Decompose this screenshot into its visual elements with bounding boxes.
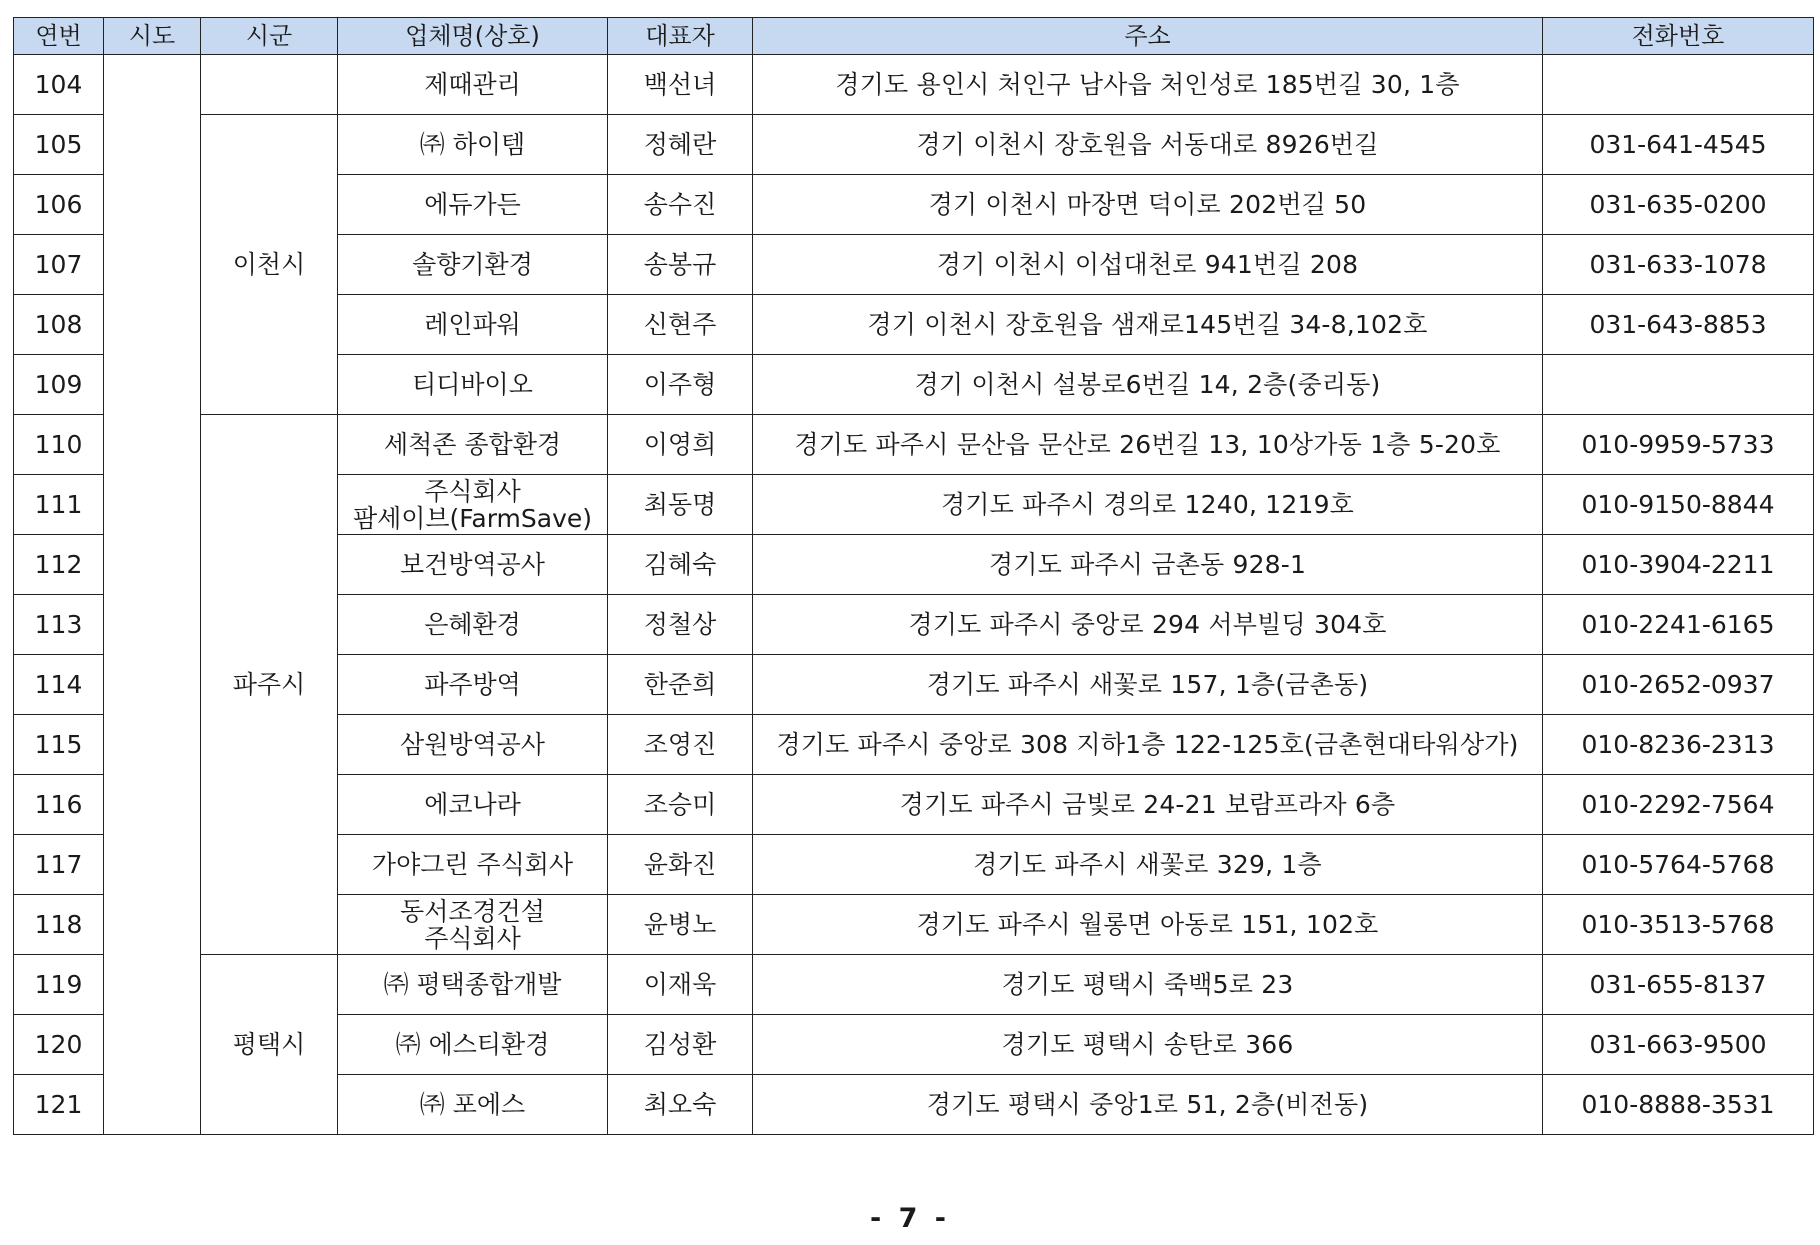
company-name-line: ㈜ 에스티환경 xyxy=(395,1030,550,1059)
representative-cell: 정혜란 xyxy=(608,115,753,175)
representative-cell: 조영진 xyxy=(608,715,753,775)
header-serial-number: 연번 xyxy=(14,18,104,55)
company-name-cell xyxy=(338,355,608,415)
document-page xyxy=(13,17,1813,1135)
phone-cell: 031-643-8853 xyxy=(1543,295,1814,355)
phone-cell: 031-641-4545 xyxy=(1543,115,1814,175)
company-name-cell xyxy=(338,175,608,235)
table-row xyxy=(14,55,1814,115)
representative-cell: 신현주 xyxy=(608,295,753,355)
city-cell xyxy=(201,55,338,115)
address-cell: 경기도 파주시 경의로 1240, 1219호 xyxy=(753,475,1543,535)
serial-cell: 119 xyxy=(14,955,104,1015)
table-row xyxy=(14,955,1814,1015)
phone-cell: 031-663-9500 xyxy=(1543,1015,1814,1075)
address-cell: 경기 이천시 마장면 덕이로 202번길 50 xyxy=(753,175,1543,235)
phone-cell: 010-8236-2313 xyxy=(1543,715,1814,775)
province-cell xyxy=(104,55,201,1135)
company-name-cell xyxy=(338,415,608,475)
company-name-cell xyxy=(338,715,608,775)
address-cell: 경기도 평택시 중앙1로 51, 2층(비전동) xyxy=(753,1075,1543,1135)
serial-cell: 115 xyxy=(14,715,104,775)
serial-cell: 107 xyxy=(14,235,104,295)
header-province: 시도 xyxy=(104,18,201,55)
address-cell: 경기도 파주시 새꽃로 157, 1층(금촌동) xyxy=(753,655,1543,715)
company-name-line: 가야그린 주식회사 xyxy=(371,850,574,879)
company-name-line: 삼원방역공사 xyxy=(400,730,545,759)
company-name-cell xyxy=(338,535,608,595)
company-name-cell xyxy=(338,655,608,715)
company-name-cell xyxy=(338,1075,608,1135)
serial-cell: 110 xyxy=(14,415,104,475)
representative-cell: 이주형 xyxy=(608,355,753,415)
address-cell: 경기 이천시 설봉로6번길 14, 2층(중리동) xyxy=(753,355,1543,415)
phone-cell: 031-635-0200 xyxy=(1543,175,1814,235)
representative-cell: 윤병노 xyxy=(608,895,753,955)
company-name-cell xyxy=(338,1015,608,1075)
company-name-line: ㈜ 하이템 xyxy=(419,130,526,159)
representative-cell: 송수진 xyxy=(608,175,753,235)
city-cell-paju: 파주시 xyxy=(201,415,338,955)
phone-cell: 010-2652-0937 xyxy=(1543,655,1814,715)
address-cell: 경기도 파주시 중앙로 308 지하1층 122-125호(금촌현대타워상가) xyxy=(753,715,1543,775)
serial-cell: 114 xyxy=(14,655,104,715)
representative-cell: 윤화진 xyxy=(608,835,753,895)
table-row xyxy=(14,115,1814,175)
representative-cell: 이재욱 xyxy=(608,955,753,1015)
representative-cell: 김성환 xyxy=(608,1015,753,1075)
company-name-line: 에듀가든 xyxy=(424,190,521,219)
page-number: - 7 - xyxy=(870,1203,950,1234)
phone-cell: 010-8888-3531 xyxy=(1543,1075,1814,1135)
company-name-cell xyxy=(338,475,608,535)
address-cell: 경기도 평택시 송탄로 366 xyxy=(753,1015,1543,1075)
address-cell: 경기 이천시 장호원읍 서동대로 8926번길 xyxy=(753,115,1543,175)
representative-cell: 한준희 xyxy=(608,655,753,715)
company-name-line: 팜세이브(FarmSave) xyxy=(352,503,593,533)
header-phone: 전화번호 xyxy=(1543,18,1814,55)
company-name-cell xyxy=(338,895,608,955)
city-cell-icheon: 이천시 xyxy=(201,115,338,415)
table-row xyxy=(14,415,1814,475)
phone-cell: 010-3513-5768 xyxy=(1543,895,1814,955)
company-name-line: ㈜ 포에스 xyxy=(419,1090,526,1119)
serial-cell: 120 xyxy=(14,1015,104,1075)
representative-cell: 김혜숙 xyxy=(608,535,753,595)
company-name-line: 솔향기환경 xyxy=(412,250,533,279)
city-cell-pyeongtaek: 평택시 xyxy=(201,955,338,1135)
address-cell: 경기도 파주시 문산읍 문산로 26번길 13, 10상가동 1층 5-20호 xyxy=(753,415,1543,475)
representative-cell: 조승미 xyxy=(608,775,753,835)
address-cell: 경기 이천시 이섭대천로 941번길 208 xyxy=(753,235,1543,295)
company-name-cell xyxy=(338,115,608,175)
company-name-cell xyxy=(338,235,608,295)
address-cell: 경기도 파주시 중앙로 294 서부빌딩 304호 xyxy=(753,595,1543,655)
phone-cell: 010-3904-2211 xyxy=(1543,535,1814,595)
company-table xyxy=(13,17,1814,1135)
company-name-line: 티디바이오 xyxy=(412,370,533,399)
company-name-line: 세척존 종합환경 xyxy=(384,430,561,459)
address-cell: 경기도 평택시 죽백5로 23 xyxy=(753,955,1543,1015)
phone-cell: 010-2292-7564 xyxy=(1543,775,1814,835)
address-cell: 경기도 용인시 처인구 남사읍 처인성로 185번길 30, 1층 xyxy=(753,55,1543,115)
representative-cell: 정철상 xyxy=(608,595,753,655)
company-name-line: 제때관리 xyxy=(424,70,521,99)
serial-cell: 117 xyxy=(14,835,104,895)
header-representative: 대표자 xyxy=(608,18,753,55)
representative-cell: 이영희 xyxy=(608,415,753,475)
company-name-line: 은혜환경 xyxy=(424,610,521,639)
serial-cell: 113 xyxy=(14,595,104,655)
company-name-line: 보건방역공사 xyxy=(400,550,545,579)
address-cell: 경기도 파주시 금촌동 928-1 xyxy=(753,535,1543,595)
serial-cell: 111 xyxy=(14,475,104,535)
serial-cell: 118 xyxy=(14,895,104,955)
serial-cell: 105 xyxy=(14,115,104,175)
phone-cell: 031-633-1078 xyxy=(1543,235,1814,295)
representative-cell: 백선녀 xyxy=(608,55,753,115)
company-name-cell xyxy=(338,955,608,1015)
serial-cell: 104 xyxy=(14,55,104,115)
serial-cell: 106 xyxy=(14,175,104,235)
company-name-cell xyxy=(338,295,608,355)
phone-cell: 010-9150-8844 xyxy=(1543,475,1814,535)
company-name-line: 파주방역 xyxy=(424,670,521,699)
serial-cell: 109 xyxy=(14,355,104,415)
company-name-cell xyxy=(338,835,608,895)
representative-cell: 최동명 xyxy=(608,475,753,535)
header-company-name: 업체명(상호) xyxy=(338,18,608,55)
company-name-cell xyxy=(338,775,608,835)
phone-cell: 010-5764-5768 xyxy=(1543,835,1814,895)
company-name-cell xyxy=(338,595,608,655)
company-name-line: 에코나라 xyxy=(424,790,521,819)
phone-cell xyxy=(1543,355,1814,415)
address-cell: 경기도 파주시 금빛로 24-21 보람프라자 6층 xyxy=(753,775,1543,835)
address-cell: 경기 이천시 장호원읍 샘재로145번길 34-8,102호 xyxy=(753,295,1543,355)
phone-cell: 031-655-8137 xyxy=(1543,955,1814,1015)
serial-cell: 108 xyxy=(14,295,104,355)
table-header-row xyxy=(14,18,1814,55)
phone-cell xyxy=(1543,55,1814,115)
company-name-line: 주식회사 xyxy=(424,476,521,506)
company-name-line: 주식회사 xyxy=(424,923,521,953)
header-city: 시군 xyxy=(201,18,338,55)
company-name-line: 동서조경건설 xyxy=(400,896,545,926)
company-name-line: 레인파워 xyxy=(424,310,521,339)
phone-cell: 010-9959-5733 xyxy=(1543,415,1814,475)
phone-cell: 010-2241-6165 xyxy=(1543,595,1814,655)
address-cell: 경기도 파주시 월롱면 아동로 151, 102호 xyxy=(753,895,1543,955)
serial-cell: 112 xyxy=(14,535,104,595)
representative-cell: 최오숙 xyxy=(608,1075,753,1135)
representative-cell: 송봉규 xyxy=(608,235,753,295)
serial-cell: 116 xyxy=(14,775,104,835)
header-address: 주소 xyxy=(753,18,1543,55)
company-name-line: ㈜ 평택종합개발 xyxy=(383,970,562,999)
address-cell: 경기도 파주시 새꽃로 329, 1층 xyxy=(753,835,1543,895)
serial-cell: 121 xyxy=(14,1075,104,1135)
company-name-cell xyxy=(338,55,608,115)
